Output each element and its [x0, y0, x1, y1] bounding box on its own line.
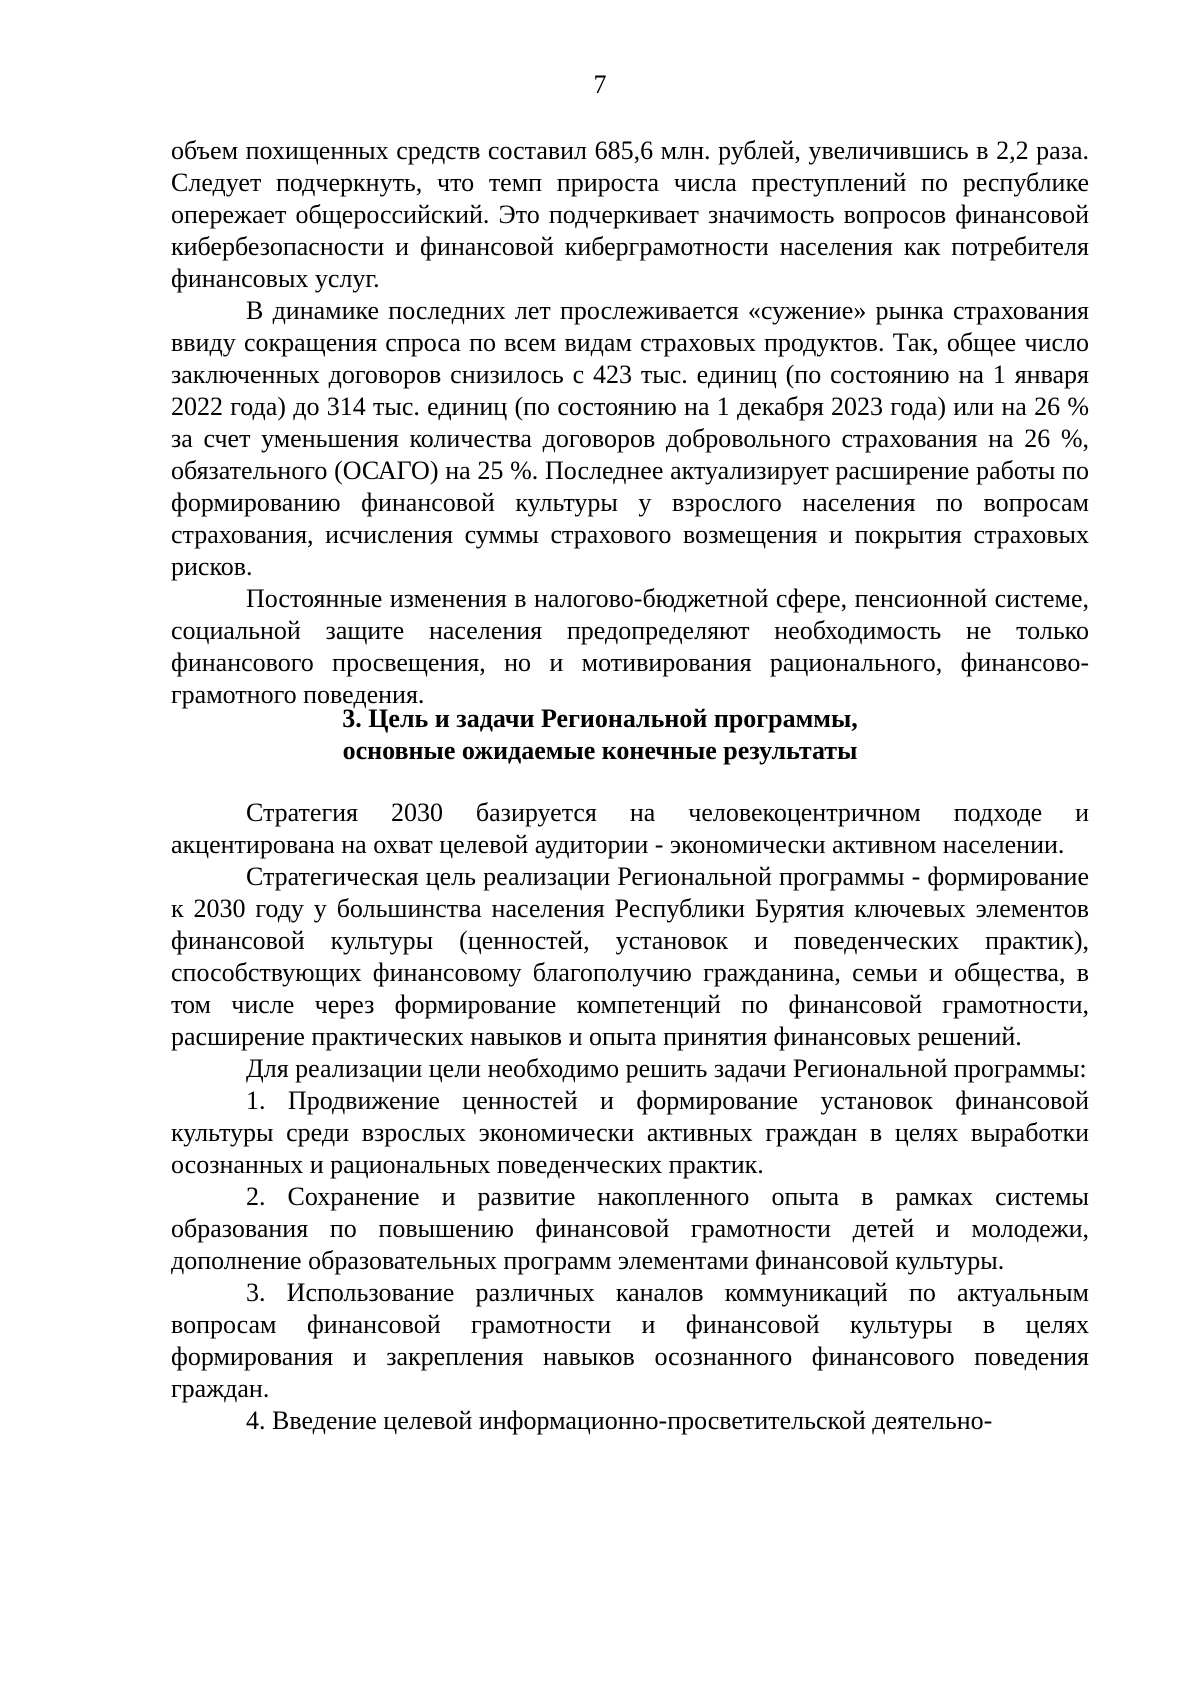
paragraph-cyber-fraud: объем похищенных средств составил 685,6 млн. рублей, увеличившись в 2,2 раза. Следует подчеркнуть, что темп прироста числа преступлений по республике опережает общероссийский. Это подчеркивает значимость вопросов финансовой кибербезопасности и финансовой киберграмотности населения как потребителя финансовых услуг.: [171, 136, 1089, 293]
task-item-4: 4. Введение целевой информационно-просветительской деятельно-: [246, 1406, 993, 1435]
section-heading-line-2: основные ожидаемые конечные результаты: [342, 736, 858, 765]
paragraph-tasks-intro: Для реализации цели необходимо решить задачи Региональной программы:: [246, 1054, 1087, 1083]
body-text-bottom: [171, 797, 1089, 1437]
page-number: 7: [593, 70, 607, 99]
section-heading-line-1: 3. Цель и задачи Региональной программы,: [342, 704, 858, 733]
paragraph-insurance-market: В динамике последних лет прослеживается «сужение» рынка страхования ввиду сокращения спроса по всем видам страховых продуктов. Так, общее число заключенных договоров снизилось с 423 тыс. единиц (по состоянию на 1 января 2022 года) до 314 тыс. единиц (по состоянию на 1 декабря 2023 года) или на 26 % за счет уменьшения количества договоров добровольного страхования на 26 %, обязательного (ОСАГО) на 25 %. Последнее актуализирует расширение работы по формированию финансовой культуры у взрослого населения по вопросам страхования, исчисления суммы страхового возмещения и покрытия страховых рисков.: [171, 296, 1089, 581]
paragraph-strategic-goal: Стратегическая цель реализации Региональной программы - формирование к 2030 году у большинства населения Республики Бурятия ключевых элементов финансовой культуры (ценностей, установок и поведенческих практик), способствующих финансовому благополучию гражданина, семьи и общества, в том числе через формирование компетенций по финансовой грамотности, расширение практических навыков и опыта принятия финансовых решений.: [171, 862, 1089, 1051]
paragraph-fiscal-changes: Постоянные изменения в налогово-бюджетной сфере, пенсионной системе, социальной защите населения предопределяют необходимость не только финансового просвещения, но и мотивирования рационального, финансово-грамотного поведения.: [171, 584, 1089, 709]
task-item-1: 1. Продвижение ценностей и формирование установок финансовой культуры среди взрослых экономически активных граждан в целях выработки осознанных и рациональных поведенческих практик.: [171, 1086, 1089, 1179]
task-item-2: 2. Сохранение и развитие накопленного опыта в рамках системы образования по повышению финансовой грамотности детей и молодежи, дополнение образовательных программ элементами финансовой культуры.: [171, 1182, 1089, 1275]
section-heading: [0, 703, 1200, 767]
paragraph-strategy-2030: Стратегия 2030 базируется на человекоцентричном подходе и акцентирована на охват целевой аудитории - экономически активном населении.: [171, 798, 1089, 859]
body-text-top: [171, 135, 1089, 711]
task-item-3: 3. Использование различных каналов коммуникаций по актуальным вопросам финансовой грамотности и финансовой культуры в целях формирования и закрепления навыков осознанного финансового поведения граждан.: [171, 1278, 1089, 1403]
